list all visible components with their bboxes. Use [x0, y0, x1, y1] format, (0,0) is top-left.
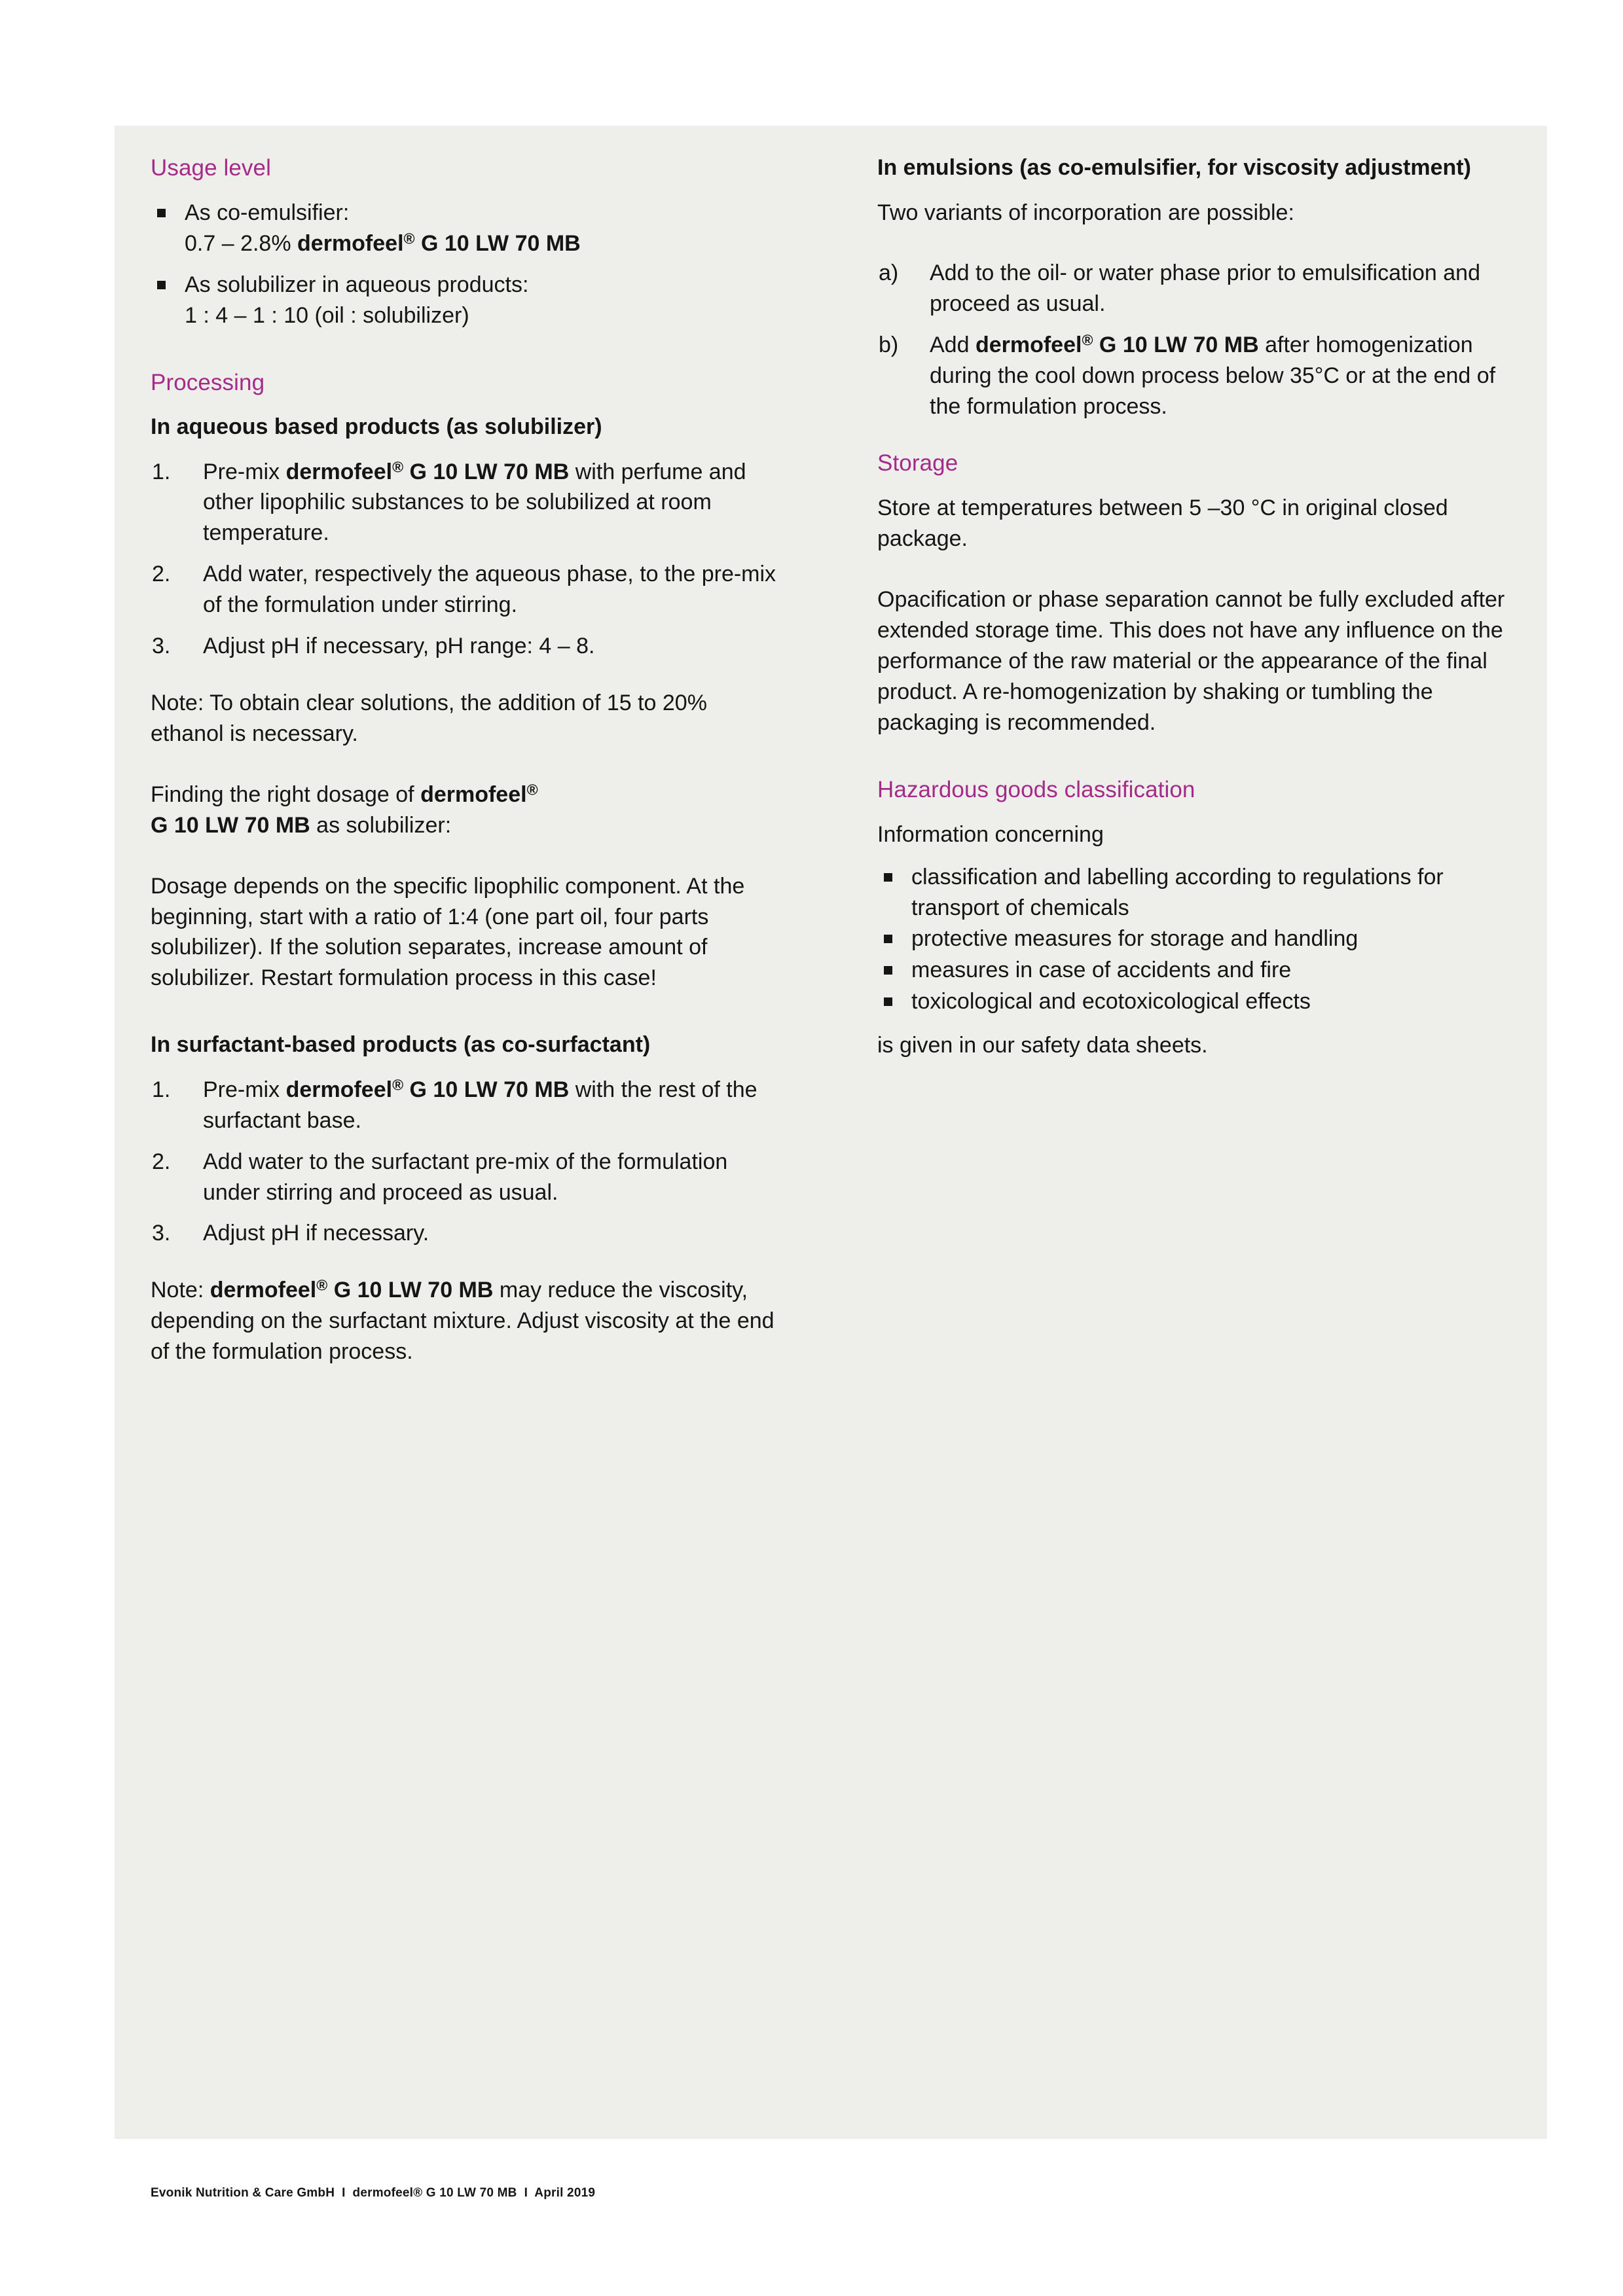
- step-text-pre: Add water to the surfactant pre-mix of the formulation under stirring and proceed as usual.: [203, 1149, 728, 1205]
- list-item: protective measures for storage and handling: [877, 924, 1512, 954]
- hazardous-intro: Information concerning: [877, 821, 1104, 847]
- registered-icon: ®: [526, 781, 538, 798]
- dosage-intro: [151, 780, 786, 841]
- list-item: [151, 457, 786, 549]
- usage-item-line1: As co-emulsifier:: [185, 200, 350, 226]
- step-text-pre: Pre-mix: [203, 459, 286, 484]
- dosage-intro-post: as solubilizer:: [310, 812, 452, 838]
- step-text-pre: Adjust pH if necessary, pH range: 4 – 8.: [203, 634, 595, 659]
- page-footer: Evonik Nutrition & Care GmbH I dermofeel® G 10 LW 70 MB I April 2019: [151, 2186, 596, 2200]
- surfactant-steps-list: [151, 1075, 786, 1249]
- heading-storage: Storage: [877, 450, 958, 476]
- registered-icon: ®: [392, 458, 404, 476]
- heading-hazardous-goods: Hazardous goods classification: [877, 776, 1195, 802]
- list-marker: a): [879, 260, 899, 286]
- hazardous-closing: is given in our safety data sheets.: [877, 1033, 1208, 1058]
- aqueous-steps-list: [151, 457, 786, 662]
- registered-icon: ®: [316, 1276, 328, 1294]
- storage-paragraph-1: Store at temperatures between 5 –30 °C in original closed package.: [877, 495, 1448, 552]
- dosage-intro-pre: Finding the right dosage of: [151, 781, 421, 807]
- list-marker: 1.: [152, 1077, 171, 1102]
- brand-name: dermofeel: [285, 1077, 393, 1102]
- note-viscosity: [151, 1275, 786, 1367]
- registered-icon: ®: [1082, 331, 1093, 349]
- brand-grade: G 10 LW 70 MB: [403, 459, 570, 484]
- step-text-pre: Pre-mix: [203, 1077, 286, 1102]
- list-item: [151, 270, 786, 331]
- usage-item-line2-prefix: 0.7 – 2.8%: [185, 231, 298, 257]
- list-item: measures in case of accidents and fire: [877, 955, 1512, 986]
- note-pre: Note:: [151, 1278, 210, 1303]
- brand-name: dermofeel: [285, 459, 393, 484]
- right-column: [877, 153, 1512, 1387]
- list-marker: 1.: [152, 459, 171, 484]
- two-column-layout: [151, 153, 1512, 1387]
- list-marker: b): [879, 332, 899, 358]
- step-text-pre: Adjust pH if necessary.: [203, 1221, 429, 1246]
- list-item: toxicological and ecotoxicological effects: [877, 986, 1512, 1017]
- heading-processing: Processing: [151, 369, 265, 395]
- emulsion-variants-list: [877, 258, 1512, 422]
- subheading-surfactant-products: In surfactant-based products (as co-surfactant): [151, 1032, 651, 1058]
- list-item: [151, 198, 786, 259]
- usage-item-line2-prefix: 1 : 4 – 1 : 10 (oil : solubilizer): [185, 302, 469, 328]
- storage-paragraph-2: Opacification or phase separation cannot be fully excluded after extended storage time. This does not have any influence on the performance of the raw material or the appearance of the final product. A re-homogenization by shaking or tumbling the packaging is recommended.: [877, 586, 1505, 735]
- variant-text-pre: Add to the oil- or water phase prior to emulsification and proceed as usual.: [930, 260, 1481, 317]
- list-item: [151, 1218, 786, 1249]
- list-item: classification and labelling according to regulations for transport of chemicals: [877, 862, 1512, 924]
- variant-text-post: after homogenization during the cool down process below 35°C or at the end of the formulation process.: [930, 332, 1496, 420]
- brand-grade: G 10 LW 70 MB: [151, 812, 310, 838]
- left-column: [151, 153, 786, 1387]
- step-text-post: with the rest of the surfactant base.: [203, 1077, 757, 1133]
- list-marker: 3.: [152, 1221, 171, 1246]
- brand-grade: G 10 LW 70 MB: [414, 231, 581, 257]
- registered-icon: ®: [403, 230, 415, 247]
- brand-grade: G 10 LW 70 MB: [327, 1278, 494, 1303]
- list-item: [151, 559, 786, 620]
- list-item: [877, 258, 1512, 319]
- note-post: may reduce the viscosity, depending on the surfactant mixture. Adjust viscosity at the end of the formulation process.: [151, 1278, 775, 1365]
- list-marker: 2.: [152, 1149, 171, 1174]
- registered-icon: ®: [392, 1076, 404, 1094]
- subheading-emulsions: In emulsions (as co-emulsifier, for viscosity adjustment): [877, 155, 1471, 180]
- brand-grade: G 10 LW 70 MB: [1093, 332, 1259, 358]
- brand-grade: G 10 LW 70 MB: [403, 1077, 570, 1102]
- list-item: [151, 1075, 786, 1136]
- emulsions-intro: Two variants of incorporation are possible:: [877, 200, 1294, 225]
- subheading-aqueous-products: In aqueous based products (as solubilizer): [151, 414, 602, 439]
- note-ethanol: Note: To obtain clear solutions, the addition of 15 to 20% ethanol is necessary.: [151, 690, 707, 746]
- list-item: [151, 631, 786, 662]
- list-marker: 3.: [152, 634, 171, 659]
- brand-name: dermofeel: [420, 781, 527, 807]
- heading-usage-level: Usage level: [151, 155, 271, 181]
- variant-text-pre: Add: [930, 332, 976, 358]
- list-item: [877, 330, 1512, 422]
- brand-name: dermofeel: [210, 1278, 317, 1303]
- brand-name: dermofeel: [975, 332, 1082, 358]
- step-text-pre: Add water, respectively the aqueous phase, to the pre-mix of the formulation under stirring.: [203, 562, 776, 618]
- usage-level-list: [151, 198, 786, 331]
- usage-item-line1: As solubilizer in aqueous products:: [185, 272, 529, 297]
- dosage-paragraph: Dosage depends on the specific lipophilic component. At the beginning, start with a ratio of 1:4 (one part oil, four parts solubilizer). If the solution separates, increase amount of solubilizer. Restart formulation process in this case!: [151, 873, 745, 991]
- list-item: [151, 1147, 786, 1208]
- content-panel: [115, 126, 1547, 2139]
- list-marker: 2.: [152, 562, 171, 587]
- step-text-post: with perfume and other lipophilic substances to be solubilized at room temperature.: [203, 459, 746, 546]
- brand-name: dermofeel: [297, 231, 404, 257]
- hazardous-items-list: [877, 862, 1512, 1018]
